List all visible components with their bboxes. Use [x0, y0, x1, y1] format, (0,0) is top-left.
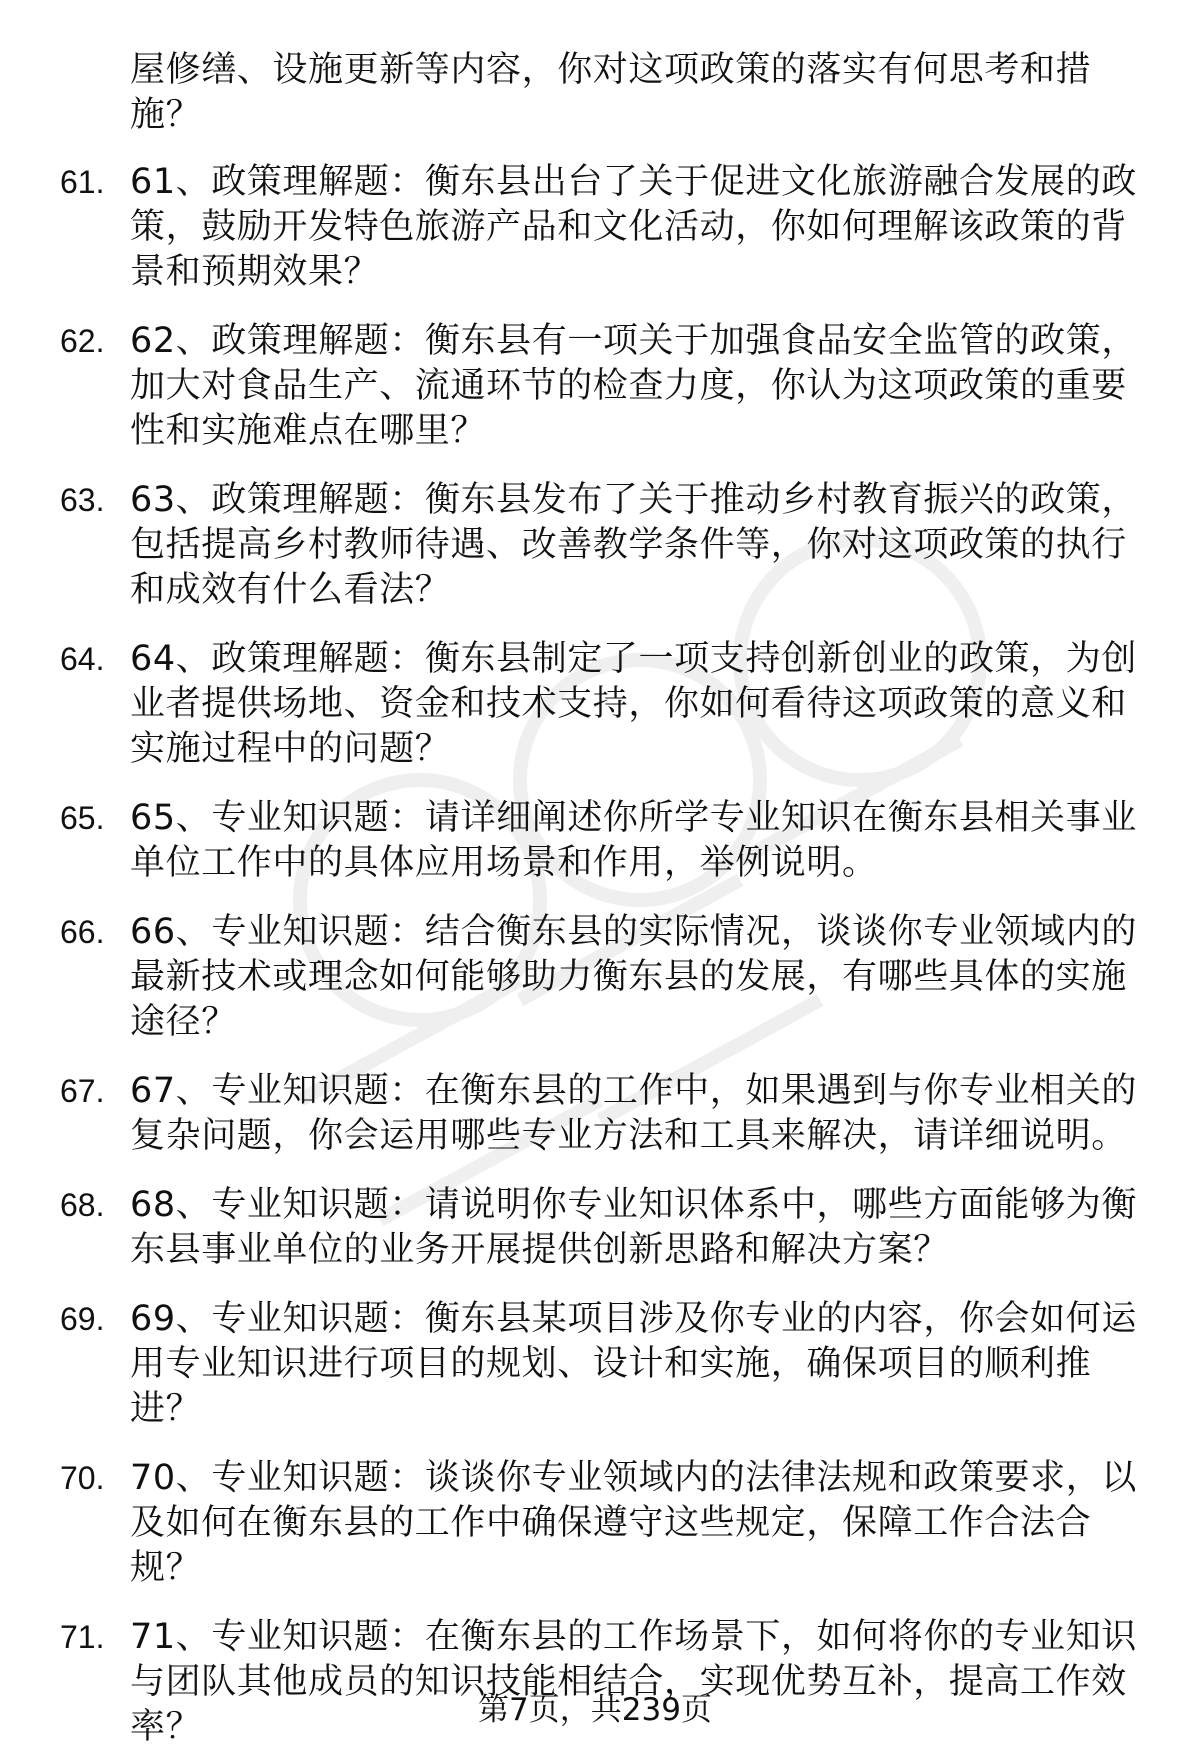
list-item [60, 160, 1160, 295]
question-text: 61、政策理解题：衡东县出台了关于促进文化旅游融合发展的政策，鼓励开发特色旅游产品和文化活动，你如何理解该政策的背景和预期效果？ [130, 162, 1137, 292]
list-number: 71. [60, 1619, 105, 1655]
question-text: 62、政策理解题：衡东县有一项关于加强食品安全监管的政策，加大对食品生产、流通环节的检查力度，你认为这项政策的重要性和实施难点在哪里？ [130, 321, 1137, 451]
list-item [60, 1297, 1160, 1432]
question-text: 69、专业知识题：衡东县某项目涉及你专业的内容，你会如何运用专业知识进行项目的规划、设计和实施，确保项目的顺利推进？ [130, 1299, 1137, 1429]
question-list [60, 160, 1160, 1750]
list-number: 63. [60, 482, 105, 518]
list-number: 61. [60, 164, 105, 200]
question-text: 64、政策理解题：衡东县制定了一项支持创新创业的政策，为创业者提供场地、资金和技术支持，你如何看待这项政策的意义和实施过程中的问题？ [130, 639, 1137, 769]
question-text: 68、专业知识题：请说明你专业知识体系中，哪些方面能够为衡东县事业单位的业务开展提供创新思路和解决方案？ [130, 1185, 1137, 1270]
question-text: 67、专业知识题：在衡东县的工作中，如果遇到与你专业相关的复杂问题，你会运用哪些专业方法和工具来解决，请详细说明。 [130, 1071, 1137, 1156]
question-text: 65、专业知识题：请详细阐述你所学专业知识在衡东县相关事业单位工作中的具体应用场景和作用，举例说明。 [130, 798, 1137, 883]
question-text: 71、专业知识题：在衡东县的工作场景下，如何将你的专业知识与团队其他成员的知识技能相结合，实现优势互补，提高工作效率？ [130, 1617, 1137, 1747]
continued-question-text: 屋修缮、设施更新等内容，你对这项政策的落实有何思考和措施？ [130, 50, 1092, 135]
list-number: 69. [60, 1301, 105, 1337]
list-item [60, 1456, 1160, 1591]
document-body [60, 48, 1160, 1750]
list-number: 67. [60, 1073, 105, 1109]
question-text: 70、专业知识题：谈谈你专业领域内的法律法规和政策要求，以及如何在衡东县的工作中确保遵守这些规定，保障工作合法合规？ [130, 1458, 1137, 1588]
list-number: 70. [60, 1460, 105, 1496]
list-item [60, 796, 1160, 886]
question-text: 63、政策理解题：衡东县发布了关于推动乡村教育振兴的政策，包括提高乡村教师待遇、改善教学条件等，你对这项政策的执行和成效有什么看法？ [130, 480, 1137, 610]
list-item [60, 1183, 1160, 1273]
question-text: 66、专业知识题：结合衡东县的实际情况，谈谈你专业领域内的最新技术或理念如何能够助力衡东县的发展，有哪些具体的实施途径？ [130, 912, 1137, 1042]
list-number: 68. [60, 1187, 105, 1223]
list-item [60, 637, 1160, 772]
list-item [60, 478, 1160, 613]
page-footer: 第7页，共239页 [478, 1692, 712, 1728]
list-item [60, 910, 1160, 1045]
list-number: 65. [60, 800, 105, 836]
list-item [60, 319, 1160, 454]
list-number: 66. [60, 914, 105, 950]
list-number: 64. [60, 641, 105, 677]
list-item [60, 1069, 1160, 1159]
list-number: 62. [60, 323, 105, 359]
